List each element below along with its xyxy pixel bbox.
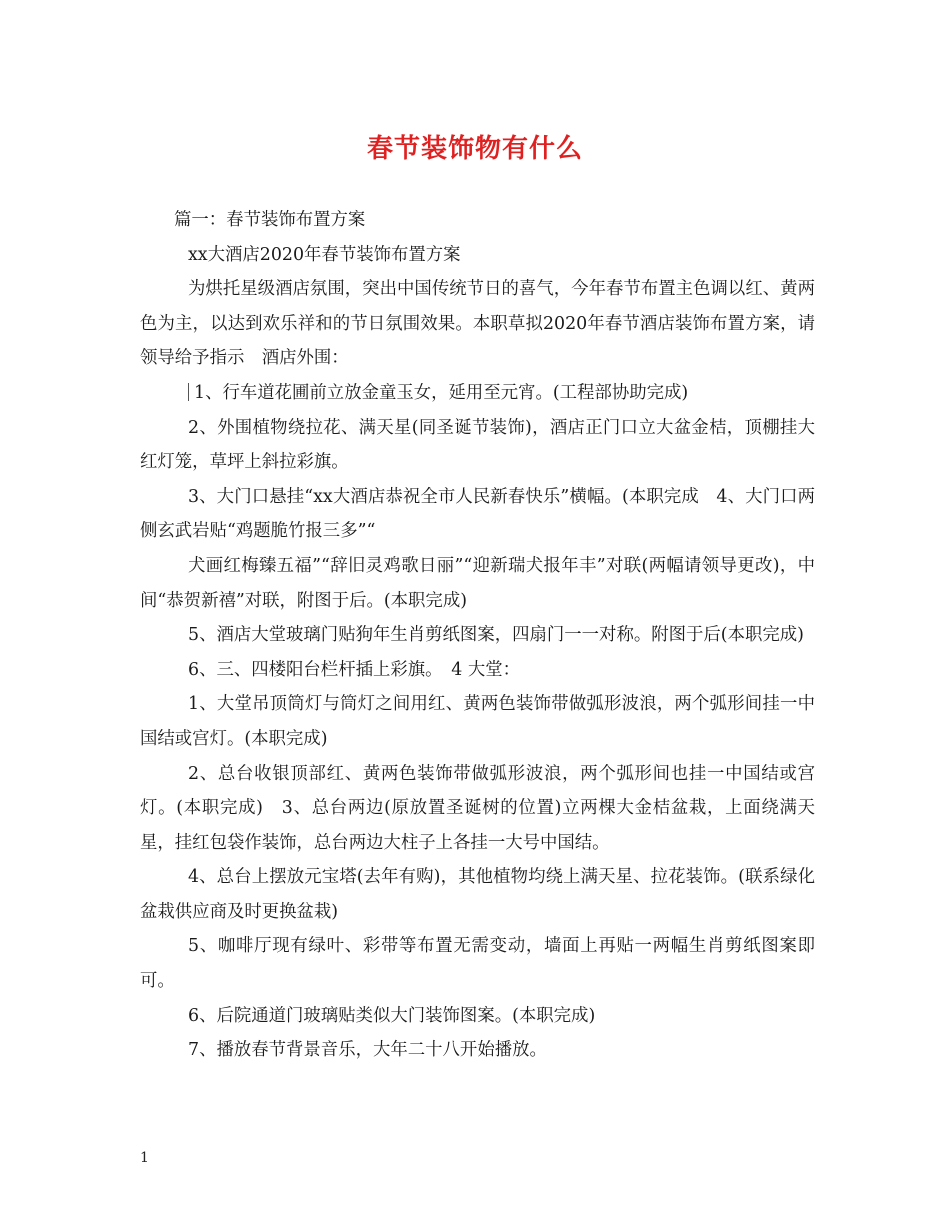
- list-item-text: 1、行车道花圃前立放金童玉女，延用至元宵。(工程部协助完成): [194, 382, 689, 403]
- page-number: 1: [140, 1150, 149, 1166]
- list-item: 2、总台收银顶部红、黄两色装饰带做弧形波浪，两个弧形间也挂一中国结或宫灯。(本职完成) 3、总台两边(原放置圣诞树的位置)立两棵大金桔盆栽，上面绕满天星，挂红包袋作装饰，总台两边大柱子上各挂一大号中国结。: [140, 763, 815, 853]
- list-item: 4、总台上摆放元宝塔(去年有购)，其他植物均绕上满天星、拉花装饰。(联系绿化盆栽供应商及时更换盆栽): [140, 867, 815, 922]
- list-item: 2、外围植物绕拉花、满天星(同圣诞节装饰)，酒店正门口立大盆金桔，顶棚挂大红灯笼，草坪上斜拉彩旗。: [140, 417, 815, 473]
- list-item: 7、播放春节背景音乐，大年二十八开始播放。: [188, 1040, 547, 1061]
- section-heading: 篇一：春节装饰布置方案: [174, 210, 366, 230]
- list-item: 3、大门口悬挂“xx大酒店恭祝全市人民新春快乐”横幅。(本职完成 4、大门口两侧玄武岩贴“鸡题脆竹报三多”“: [140, 486, 815, 542]
- document-body: [140, 203, 815, 1068]
- plan-title: xx大酒店2020年春节装饰布置方案: [188, 244, 461, 265]
- intro-paragraph: 为烘托星级酒店氛围，突出中国传统节日的喜气，今年春节布置主色调以红、黄两色为主，以达到欢乐祥和的节日氛围效果。本职草拟2020年春节酒店装饰布置方案，请领导给予指示 酒店外围：: [140, 279, 815, 369]
- list-item: 5、咖啡厅现有绿叶、彩带等布置无需变动，墙面上再贴一两幅生肖剪纸图案即可。: [140, 936, 815, 992]
- list-item: 1、大堂吊顶筒灯与筒灯之间用红、黄两色装饰带做弧形波浪，两个弧形间挂一中国结或宫灯。(本职完成): [140, 694, 815, 749]
- list-item: 6、后院通道门玻璃贴类似大门装饰图案。(本职完成): [188, 1005, 596, 1026]
- list-item: [140, 376, 815, 411]
- list-item: 5、酒店大堂玻璃门贴狗年生肖剪纸图案，四扇门一一对称。附图于后(本职完成): [188, 625, 804, 646]
- list-item: 6、三、四楼阳台栏杆插上彩旗。 4 大堂：: [188, 659, 520, 680]
- text-cursor: [188, 383, 189, 401]
- document-title: 春节装饰物有什么: [366, 134, 583, 164]
- list-item: 犬画红梅臻五福”“辞旧灵鸡歌日丽”“迎新瑞犬报年丰”对联(两幅请领导更改)，中间“恭贺新禧”对联，附图于后。(本职完成): [140, 555, 815, 611]
